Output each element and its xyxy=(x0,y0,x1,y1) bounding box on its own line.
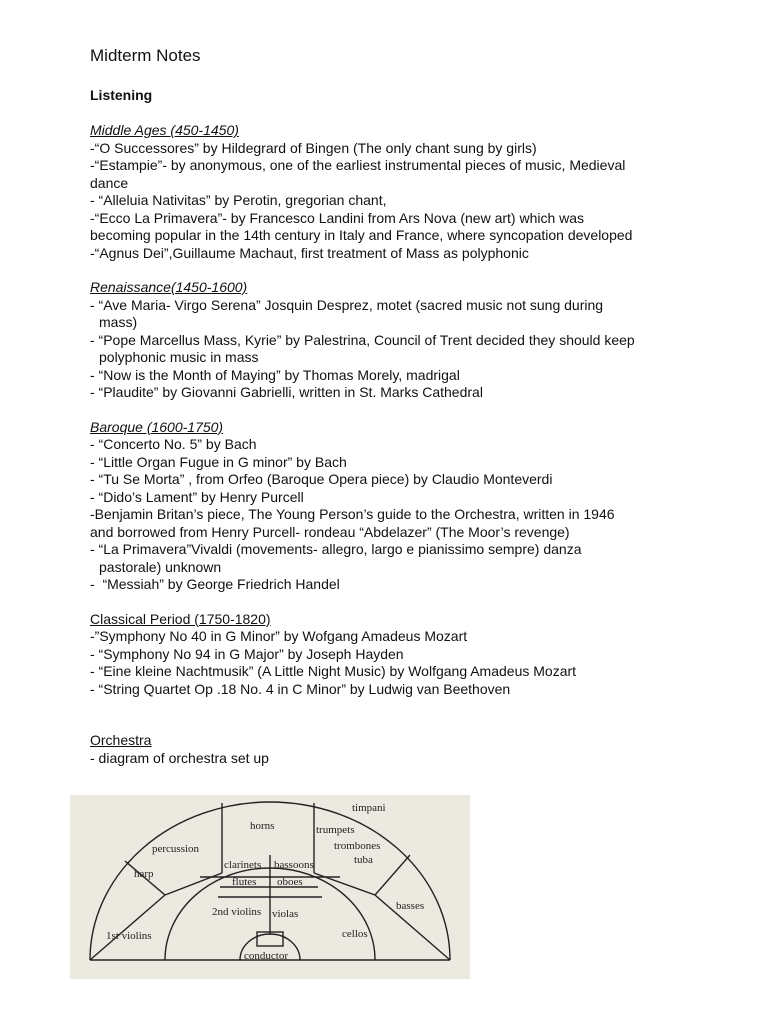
label-tuba: tuba xyxy=(354,854,373,866)
note-line: -“O Successores” by Hildegrard of Bingen (The only chant sung by girls) xyxy=(90,139,537,156)
note-line: - “Alleluia Nativitas” by Perotin, gregorian chant, xyxy=(90,192,387,208)
note-line: - “Concerto No. 5” by Bach xyxy=(90,436,257,452)
section-heading-listening: Listening xyxy=(90,87,153,103)
note-line: - diagram of orchestra set up xyxy=(90,749,269,766)
label-second-violins: 2nd violins xyxy=(212,906,262,918)
label-trumpets: trumpets xyxy=(316,824,355,836)
note-line: - “Plaudite” by Giovanni Gabrielli, written in St. Marks Cathedral xyxy=(90,384,483,400)
note-line: -“Ecco La Primavera”- by Francesco Landini from Ars Nova (new art) which was xyxy=(90,209,585,226)
period-heading-renaissance: Renaissance(1450-1600) xyxy=(90,279,248,295)
note-line: mass) xyxy=(99,314,138,330)
label-violas: violas xyxy=(272,908,299,920)
note-line: - “String Quartet Op .18 No. 4 in C Minor” by Ludwig van Beethoven xyxy=(90,680,511,697)
classical-section xyxy=(90,611,730,699)
label-basses: basses xyxy=(396,900,425,912)
period-heading-middle-ages: Middle Ages (450-1450) xyxy=(90,122,239,138)
label-bassoons: bassoons xyxy=(274,859,314,871)
label-harp: harp xyxy=(134,868,154,880)
middle-ages-section xyxy=(90,122,730,262)
note-line: -“Agnus Dei”,Guillaume Machaut, first treatment of Mass as polyphonic xyxy=(90,244,529,261)
period-heading-baroque: Baroque (1600-1750) xyxy=(90,418,224,435)
label-timpani: timpani xyxy=(352,802,386,814)
note-line: dance xyxy=(90,174,129,191)
note-line: - “Ave Maria- Virgo Serena” Josquin Desprez, motet (sacred music not sung during xyxy=(90,296,604,313)
note-line: - “Messiah” by George Friedrich Handel xyxy=(90,576,340,592)
note-line: - “Dido’s Lament” by Henry Purcell xyxy=(90,488,304,505)
note-line: - “La Primavera”Vivaldi (movements- allegro, largo e pianissimo sempre) danza xyxy=(90,541,582,557)
period-heading-classical: Classical Period (1750-1820) xyxy=(90,610,271,627)
label-percussion: percussion xyxy=(152,843,200,855)
note-line: -Benjamin Britan’s piece, The Young Person’s guide to the Orchestra, written in 1946 xyxy=(90,506,615,522)
label-flutes: flutes xyxy=(232,876,257,888)
label-trombones: trombones xyxy=(334,840,381,852)
label-horns: horns xyxy=(250,820,275,832)
note-line: and borrowed from Henry Purcell- rondeau “Abdelazer” (The Moor’s revenge) xyxy=(90,523,570,540)
note-line: - “Symphony No 94 in G Major” by Joseph Hayden xyxy=(90,645,404,662)
label-conductor: conductor xyxy=(244,950,288,962)
note-line: becoming popular in the 14th century in Italy and France, where syncopation developed xyxy=(90,227,633,243)
notes-content xyxy=(90,46,730,784)
label-cellos: cellos xyxy=(342,928,368,940)
renaissance-section xyxy=(90,279,730,402)
orchestra-section xyxy=(90,732,730,767)
label-oboes: oboes xyxy=(277,876,303,888)
note-line: - “Now is the Month of Maying” by Thomas Morely, madrigal xyxy=(90,366,460,383)
period-heading-orchestra: Orchestra xyxy=(90,732,152,748)
page-title: Midterm Notes xyxy=(90,46,201,65)
note-line: -”Symphony No 40 in G Minor” by Wofgang Amadeus Mozart xyxy=(90,628,468,644)
note-line: - “Tu Se Morta” , from Orfeo (Baroque Opera piece) by Claudio Monteverdi xyxy=(90,471,553,487)
note-line: - “Pope Marcellus Mass, Kyrie” by Palestrina, Council of Trent decided they should keep xyxy=(90,331,635,348)
note-line: -“Estampie”- by anonymous, one of the earliest instrumental pieces of music, Medieval xyxy=(90,157,626,173)
label-clarinets: clarinets xyxy=(224,859,262,871)
baroque-section xyxy=(90,419,730,594)
note-line: polyphonic music in mass xyxy=(99,349,259,365)
orchestra-seating-diagram xyxy=(70,795,470,979)
note-line: - “Little Organ Fugue in G minor” by Bach xyxy=(90,453,347,470)
orchestra-diagram-svg xyxy=(70,795,470,979)
note-line: pastorale) unknown xyxy=(99,558,222,575)
note-line: - “Eine kleine Nachtmusik” (A Little Night Music) by Wolfgang Amadeus Mozart xyxy=(90,663,577,679)
label-first-violins: 1st violins xyxy=(106,930,152,942)
